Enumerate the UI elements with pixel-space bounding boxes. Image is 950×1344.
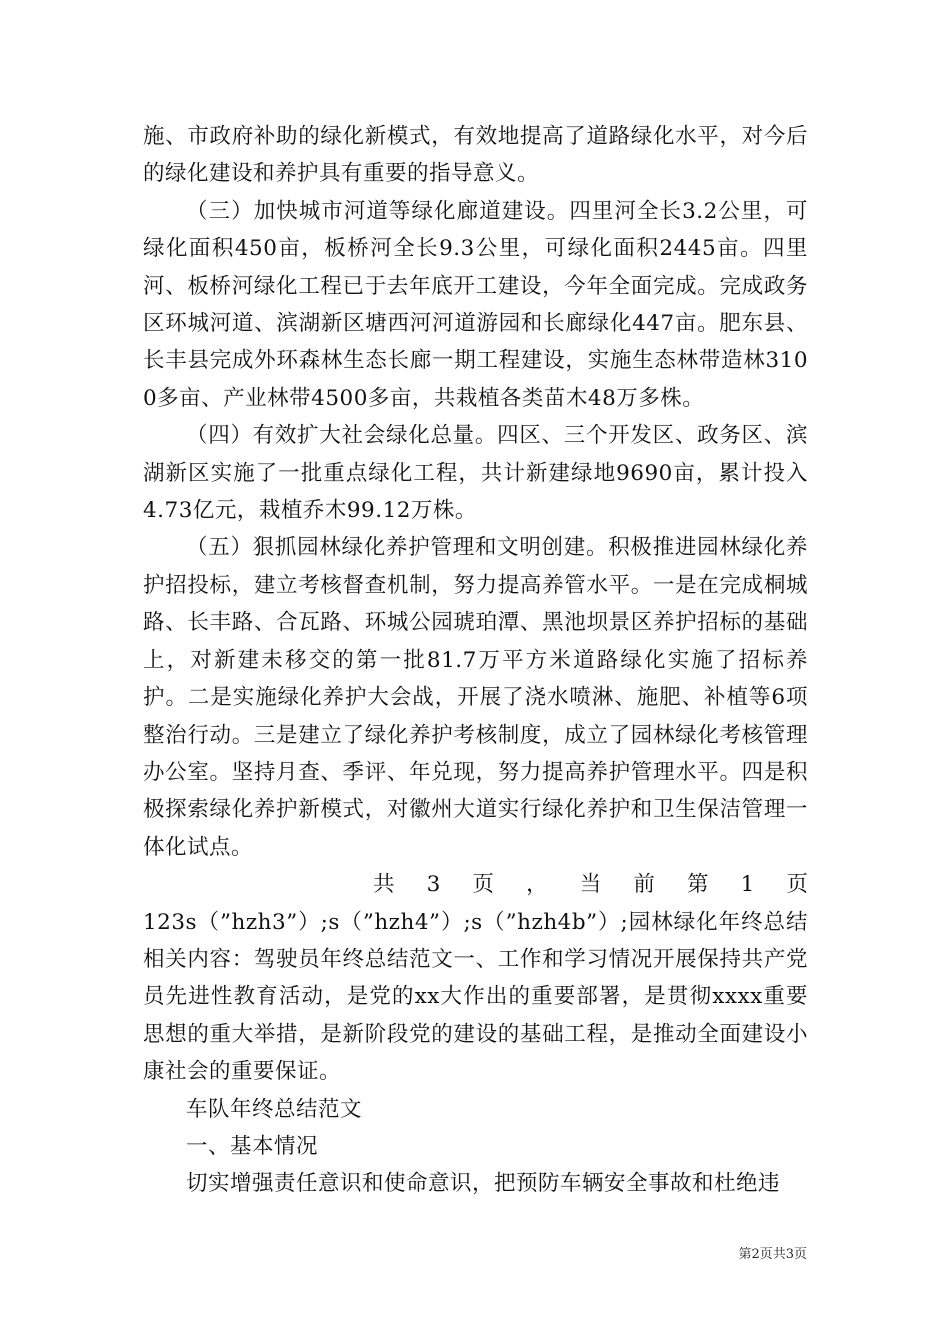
page-count-token: 当 bbox=[579, 872, 602, 898]
paragraph-maintenance: （五）狠抓园林绿化养护管理和文明创建。积极推进园林绿化养护招投标，建立考核督查机制，努力提高养管水平。一是在完成桐城路、长丰路、合瓦路、环城公园琥珀潭、黑池坝景区养护招标的基础上，对新建未移交的第一批81.7万平方米道路绿化实施了招标养护。二是实施绿化养护大会战，开展了浇水喷淋、施肥、补植等6项整治行动。三是建立了绿化养护考核制度，成立了园林绿化考核管理办公室。坚持月查、季评、年兑现，努力提高养护管理水平。四是积极探索绿化养护新模式，对徽州大道实行绿化养护和卫生保洁管理一体化试点。 bbox=[143, 535, 808, 860]
page-count-token: 页 bbox=[786, 872, 808, 898]
paragraph-social-greening: （四）有效扩大社会绿化总量。四区、三个开发区、政务区、滨湖新区实施了一批重点绿化工程，共计新建绿地9690亩，累计投入4.73亿元，栽植乔木99.12万株。 bbox=[143, 423, 808, 524]
section-title: 车队年终总结范文 bbox=[186, 1096, 363, 1122]
document-body bbox=[143, 118, 808, 1203]
page-footer: 第2页共3页 bbox=[738, 1247, 807, 1262]
paragraph-river-corridor: （三）加快城市河道等绿化廊道建设。四里河全长3.2公里，可绿化面积450亩，板桥河全长9.3公里，可绿化面积2445亩。四里河、板桥河绿化工程已于去年底开工建设，今年全面完成。完成政务区环城河道、滨湖新区塘西河河道游园和长廊绿化447亩。肥东县、长丰县完成外环森林生态长廊一期工程建设，实施生态林带造林3100多亩、产业林带4500多亩，共栽植各类苗木48万多株。 bbox=[143, 198, 808, 411]
page-count-token: 3 bbox=[426, 872, 441, 898]
paragraph-continuation: 施、市政府补助的绿化新模式，有效地提高了道路绿化水平，对今后的绿化建设和养护具有重要的指导意义。 bbox=[143, 124, 808, 187]
page-count-token: ， bbox=[526, 872, 548, 898]
page-count-token: 第 bbox=[687, 872, 709, 898]
paragraph-related-content: 123s（”hzh3”）;s（”hzh4”）;s（”hzh4b”）;园林绿化年终总结相关内容：驾驶员年终总结范文一、工作和学习情况开展保持共产党员先进性教育活动，是党的xx大作出的重要部署，是贯彻xxxx重要思想的重大举措，是新阶段党的建设的基础工程，是推动全面建设小康社会的重要保证。 bbox=[143, 909, 808, 1085]
page-count-token: 前 bbox=[633, 872, 655, 898]
page-count-line bbox=[143, 866, 808, 903]
paragraph-basic-situation: 切实增强责任意识和使命意识，把预防车辆安全事故和杜绝违 bbox=[186, 1171, 781, 1197]
page-count-token: 1 bbox=[740, 872, 755, 898]
page-count-token: 页 bbox=[472, 872, 494, 898]
section-heading: 一、基本情况 bbox=[186, 1133, 319, 1159]
page-count-token: 共 bbox=[373, 872, 395, 898]
